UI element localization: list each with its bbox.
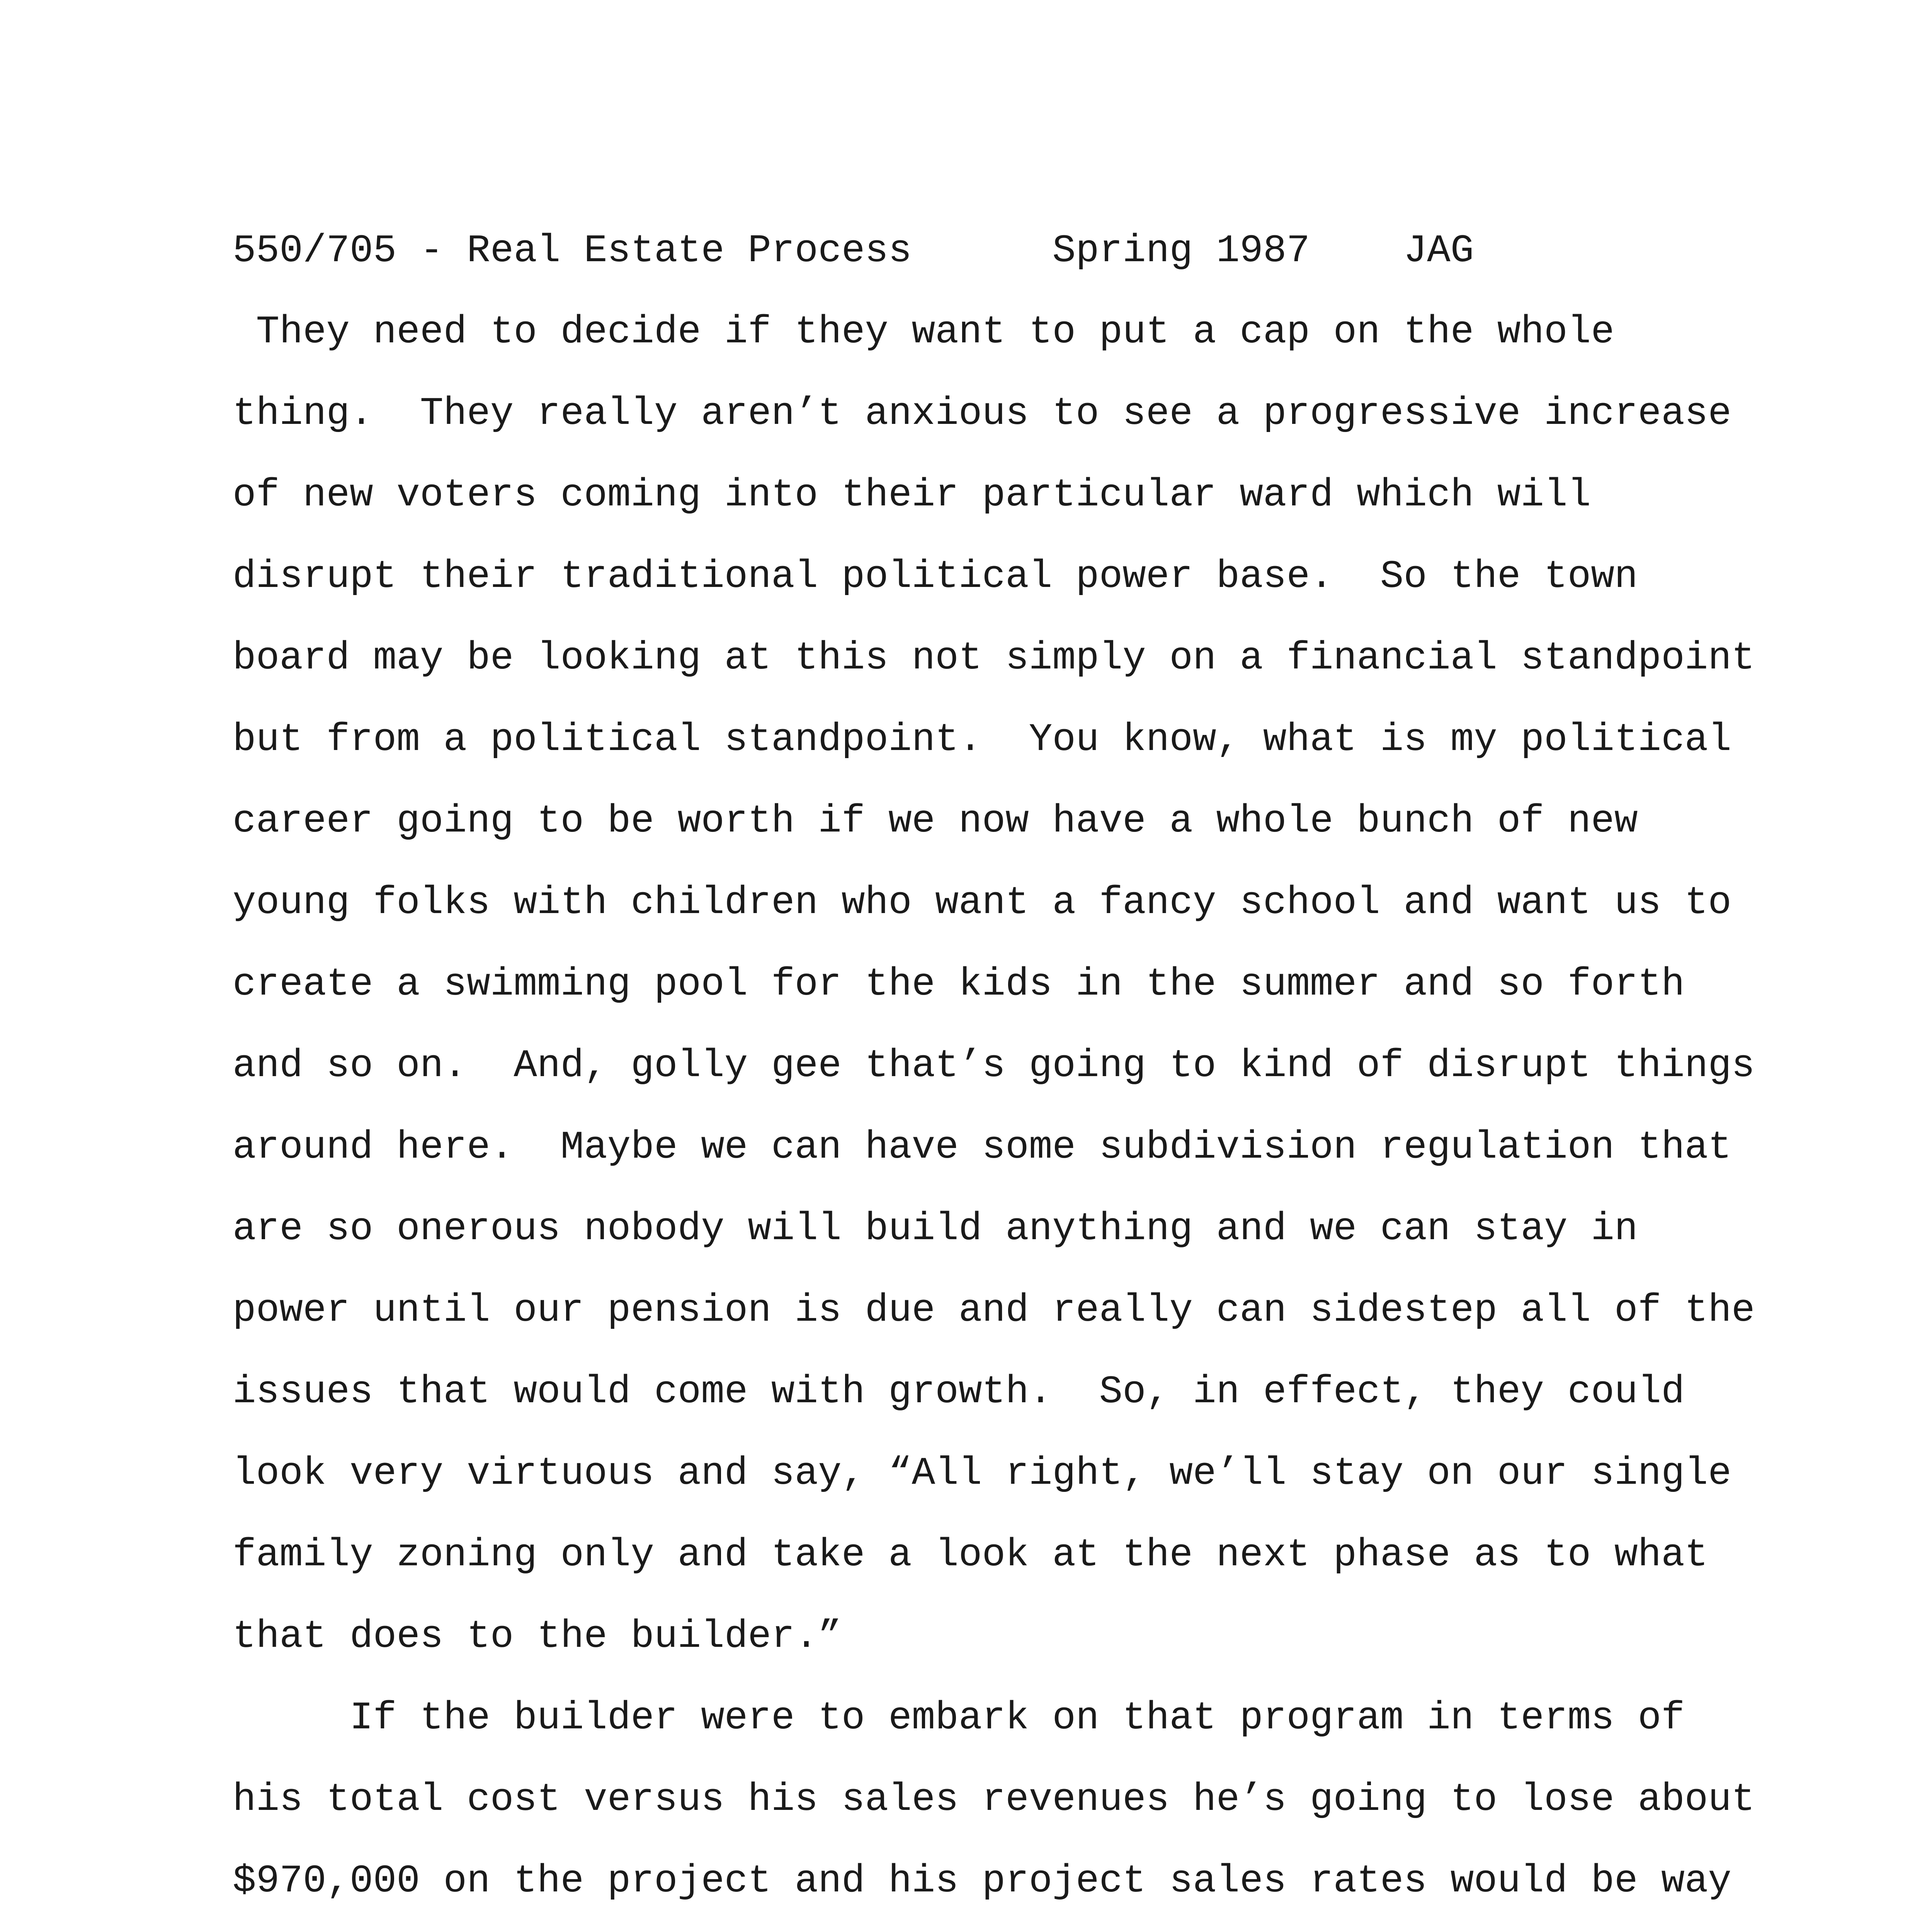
text-line: his total cost versus his sales revenues he’s going to lose about	[233, 1778, 1755, 1822]
text-line: family zoning only and take a look at the next phase as to what	[233, 1533, 1708, 1577]
text-line: and so on. And, golly gee that’s going to kind of disrupt things	[233, 1044, 1755, 1088]
text-line: create a swimming pool for the kids in the summer and so forth	[233, 963, 1685, 1007]
text-line: thing. They really aren’t anxious to see a progressive increase	[233, 392, 1732, 436]
text-line: that does to the builder.”	[233, 1615, 842, 1659]
text-line: issues that would come with growth. So, in effect, they could	[233, 1370, 1685, 1414]
text-line: are so onerous nobody will build anything and we can stay in	[233, 1207, 1638, 1251]
text-line: of new voters coming into their particular ward which will	[233, 473, 1591, 517]
text-line: disrupt their traditional political power base. So the town	[233, 555, 1638, 599]
text-line: board may be looking at this not simply on a financial standpoint	[233, 636, 1755, 680]
text-line: look very virtuous and say, “All right, we’ll stay on our single	[233, 1452, 1732, 1496]
text-line: around here. Maybe we can have some subdivision regulation that	[233, 1126, 1732, 1170]
text-line: power until our pension is due and really can sidestep all of the	[233, 1289, 1755, 1333]
text-line: but from a political standpoint. You know, what is my political	[233, 718, 1732, 762]
running-header: 550/705 - Real Estate Process Spring 1987 JAG	[233, 229, 1474, 273]
text-line: If the builder were to embark on that program in terms of	[233, 1696, 1685, 1740]
body-text	[233, 309, 1794, 1932]
text-line: career going to be worth if we now have a whole bunch of new	[233, 799, 1638, 844]
text-line: They need to decide if they want to put a cap on the whole	[233, 310, 1614, 354]
text-line: young folks with children who want a fancy school and want us to	[233, 881, 1732, 925]
text-line: $970,000 on the project and his project sales rates would be way	[233, 1859, 1732, 1903]
